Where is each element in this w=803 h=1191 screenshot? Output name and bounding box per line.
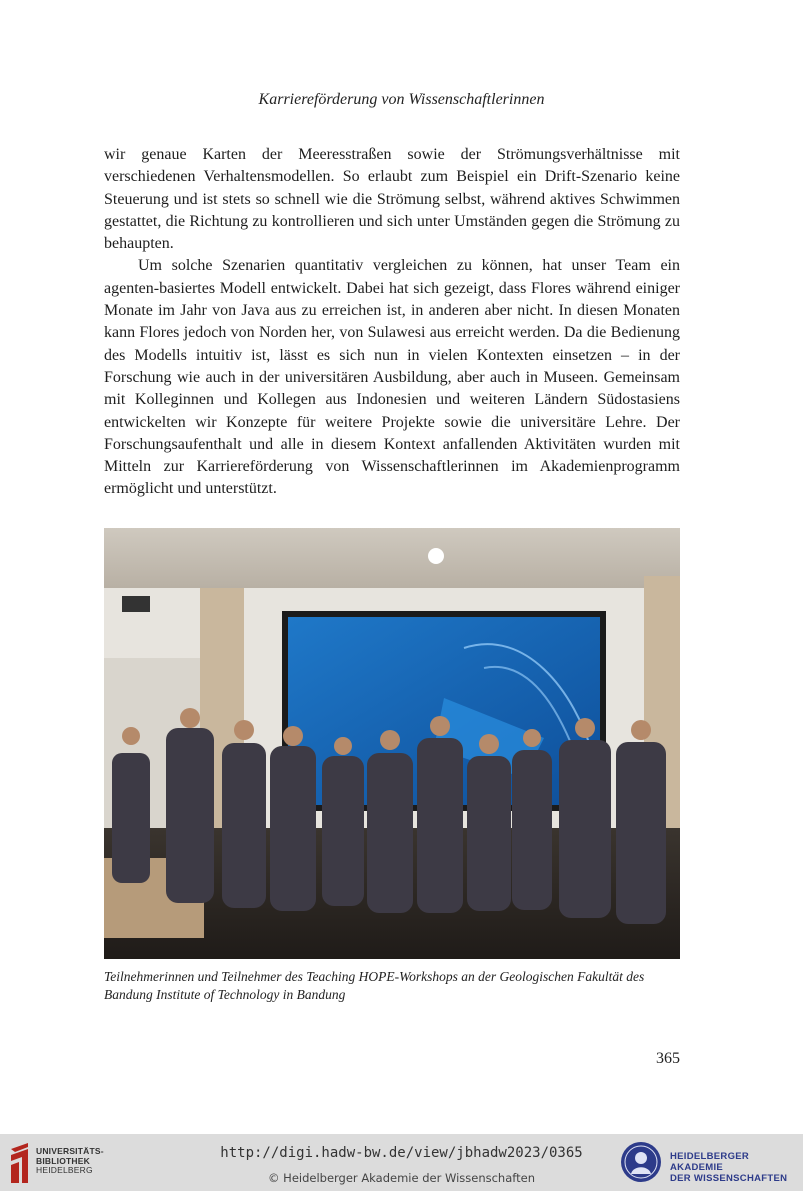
- permalink-url[interactable]: http://digi.hadw-bw.de/view/jbhadw2023/0365: [220, 1145, 583, 1161]
- academy-line-2: DER WISSENSCHAFTEN: [670, 1173, 788, 1184]
- academy-seal-icon: [620, 1141, 662, 1183]
- running-head: Karriereförderung von Wissenschaftlerinnen: [258, 91, 545, 108]
- footer-bar: [0, 1134, 803, 1191]
- paragraph-2: Um solche Szenarien quantitativ vergleichen zu können, hat unser Team ein agenten-basiertes Modell entwickelt. Dabei hat sich gezeigt, dass Flores während einiger Monate im Jahr von Java aus zu erreichen ist, in anderen aber nicht. In diesen Monaten kann Flores jedoch von Norden her, von Sulawesi aus erreicht werden. Da die Bedienung des Modells intuitiv ist, lässt es sich nun in vielen Kontexten einsetzen – in der Forschung wie auch in der universitären Ausbildung, aber auch in Museen. Gemeinsam mit Kolleginnen und Kollegen aus Indonesien und weiteren Ländern Südostasiens entwickelten wir Konzepte für weitere Projekte sowie die universitäre Lehre. Der Forschungsaufenthalt und alle in diesem Kontext anfallenden Aktivitäten wurden mit Mitteln zur Karriereförderung von Wissenschaftlerinnen im Akademienprogramm ermöglicht und unterstützt.: [104, 257, 680, 498]
- academy-line-1: HEIDELBERGER AKADEMIE: [670, 1151, 750, 1173]
- ub-line-3: HEIDELBERG: [36, 1165, 93, 1175]
- academy-name: [670, 1151, 803, 1184]
- copyright-notice: © Heidelberger Akademie der Wissenschaften: [268, 1171, 535, 1185]
- workshop-photo-placeholder: [104, 528, 680, 959]
- paragraph-1: wir genaue Karten der Meeresstraßen sowie der Strömungsverhältnisse mit verschiedenen Verhaltensmodellen. So erlaubt zum Beispiel ein Drift-Szenario keine Steuerung und ist stets so schnell wie die Strömung selbst, während aktives Schwimmen gestattet, die Richtung zu kontrollieren und sich unter Umständen gegen die Strömung zu behaupten.: [104, 146, 680, 253]
- ub-line-1: UNIVERSITÄTS-: [36, 1146, 104, 1156]
- page-number: 365: [656, 1050, 680, 1067]
- photo-placeholder-graphic: [104, 528, 680, 959]
- photo-caption: Teilnehmerinnen und Teilnehmer des Teaching HOPE-Workshops an der Geologischen Fakultät des Bandung Institute of Technology in Bandung: [104, 969, 645, 1002]
- body-text: [104, 144, 680, 501]
- ub-line-2: BIBLIOTHEK: [36, 1155, 90, 1166]
